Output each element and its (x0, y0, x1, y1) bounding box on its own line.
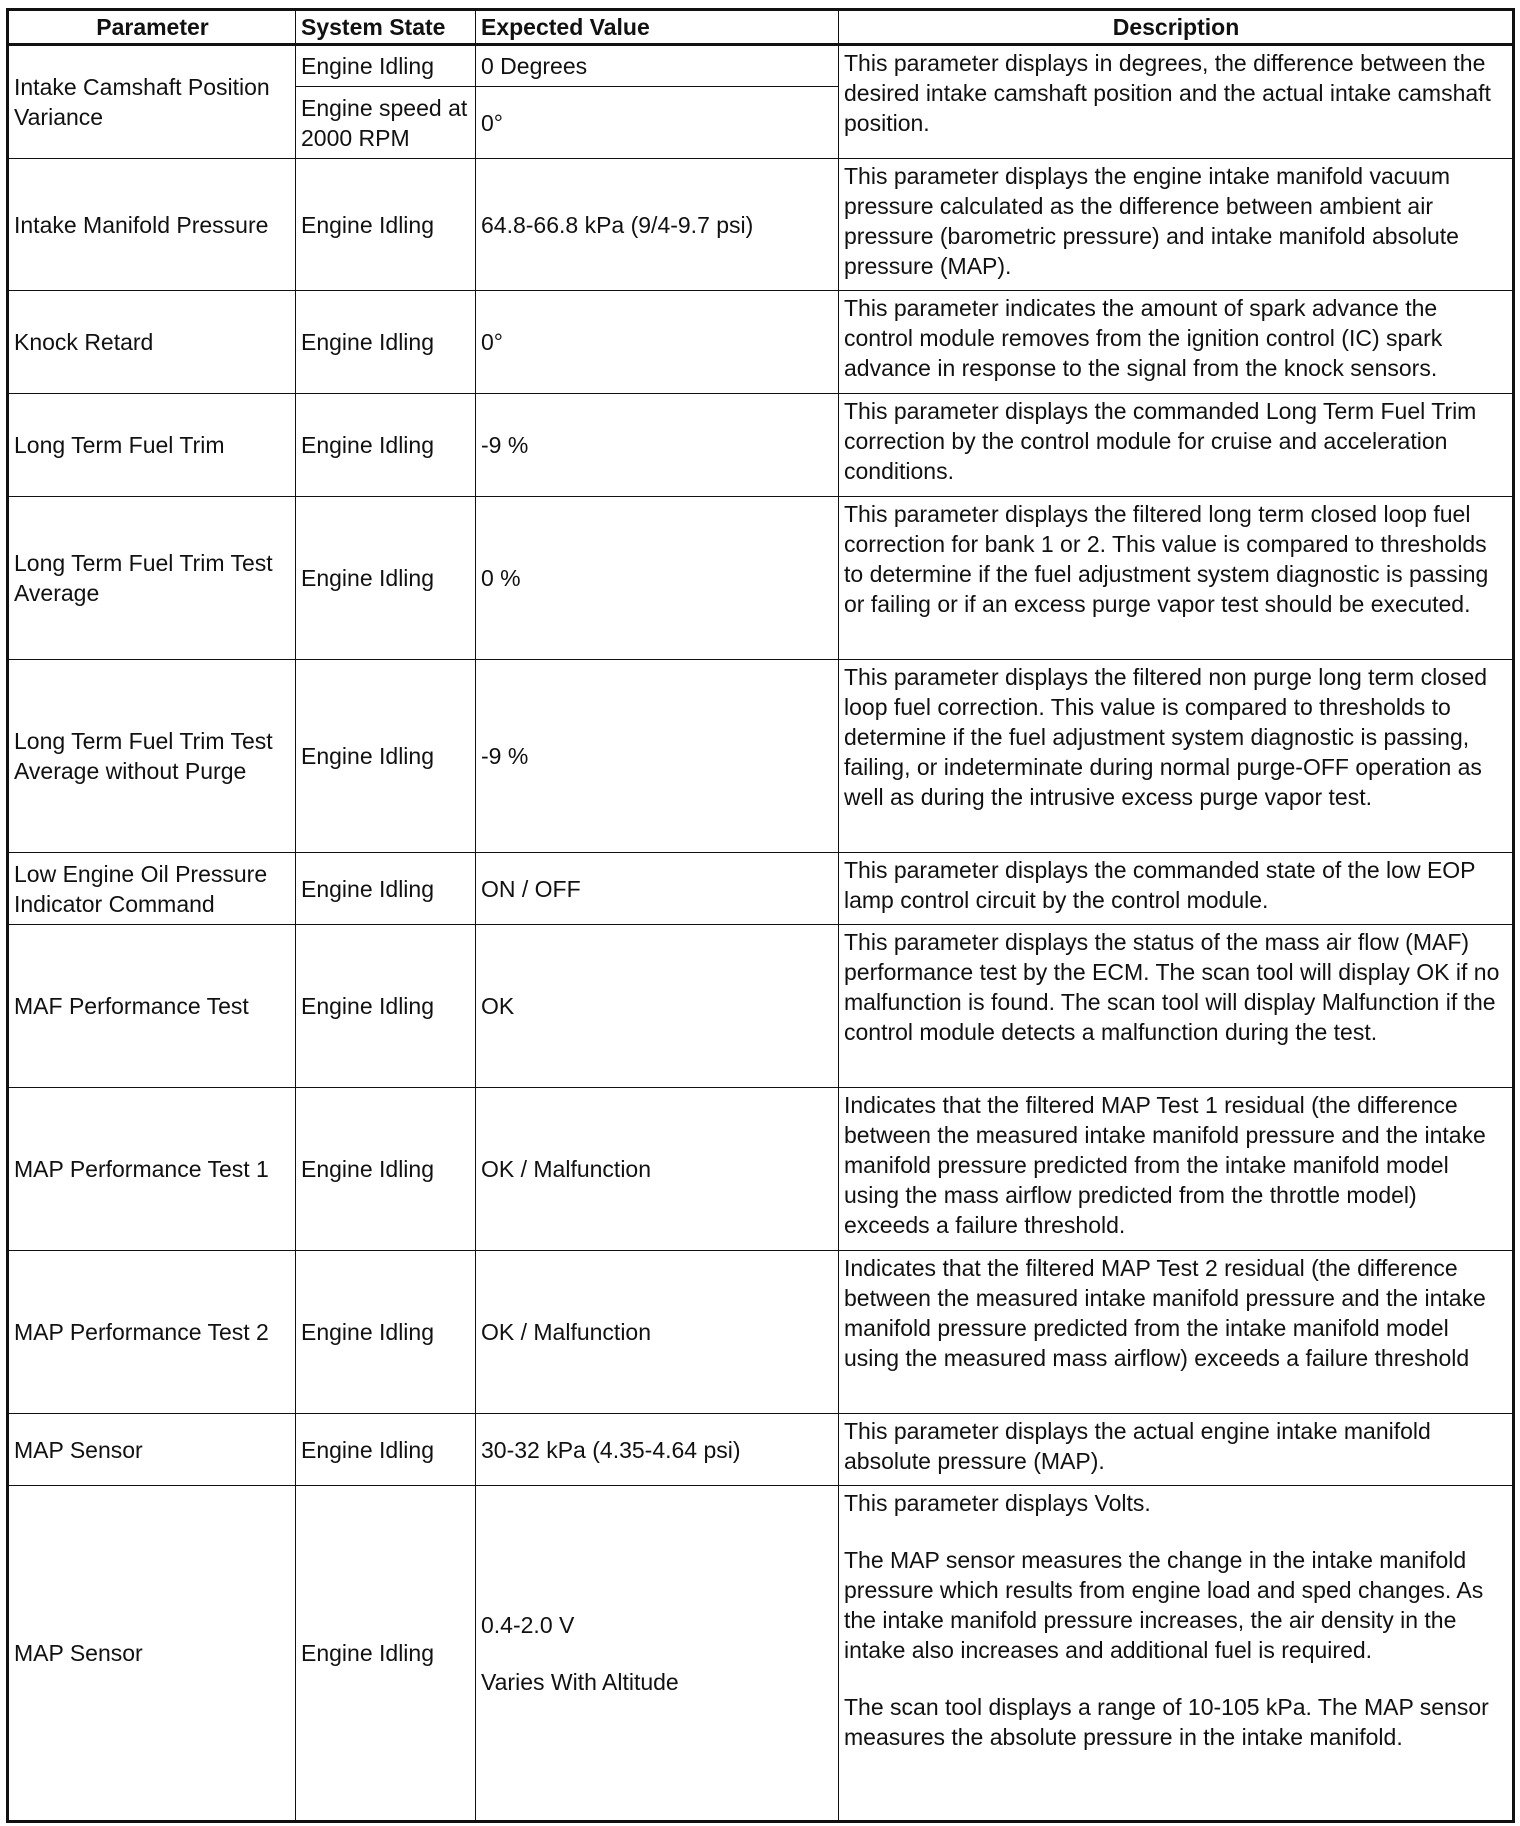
description-text: This parameter indicates the amount of spark advance the control module removes from the ignition control (IC) spark advance in response to the signal from the knock sensors. (844, 295, 1443, 381)
header-system-state: System State (296, 10, 476, 45)
system-state-cell: Engine Idling (296, 159, 476, 291)
system-state-cell: Engine Idling (296, 1251, 476, 1414)
table-row (8, 1486, 1514, 1822)
parameter-cell: MAP Performance Test 1 (8, 1088, 296, 1251)
header-expected-value: Expected Value (476, 10, 839, 45)
parameter-cell: Long Term Fuel Trim Test Average (8, 497, 296, 660)
system-state-cell: Engine Idling (296, 853, 476, 925)
description-text: This parameter displays the engine intake manifold vacuum pressure calculated as the difference between ambient air pressure (barometric pressure) and intake manifold absolute pressure (MAP). (844, 163, 1459, 279)
table-row (8, 1251, 1514, 1414)
parameter-table (6, 8, 1515, 1823)
parameter-cell: Long Term Fuel Trim (8, 394, 296, 497)
system-state-cell: Engine Idling (296, 925, 476, 1088)
expected-value-text: 0.4-2.0 V (481, 1611, 575, 1638)
expected-value-cell: 30-32 kPa (4.35-4.64 psi) (476, 1414, 839, 1486)
expected-value-cell: OK / Malfunction (476, 1088, 839, 1251)
description-cell (839, 660, 1514, 853)
system-state-cell: Engine speed at 2000 RPM (296, 87, 476, 159)
expected-value-cell (476, 1486, 839, 1822)
description-cell (839, 159, 1514, 291)
description-cell (839, 394, 1514, 497)
description-text: This parameter displays Volts. (844, 1490, 1151, 1516)
description-text: The MAP sensor measures the change in the intake manifold pressure which results from engine load and sped changes. As the intake manifold pressure increases, the air density in the intake also increases and additional fuel is required. (844, 1547, 1484, 1663)
expected-value-cell: OK (476, 925, 839, 1088)
table-body (8, 45, 1514, 1822)
expected-value-cell: 0 Degrees (476, 45, 839, 87)
table-row (8, 394, 1514, 497)
parameter-cell: Long Term Fuel Trim Test Average without Purge (8, 660, 296, 853)
expected-value-cell: 0° (476, 291, 839, 394)
expected-value-cell: -9 % (476, 394, 839, 497)
table-row (8, 45, 1514, 87)
description-cell (839, 925, 1514, 1088)
table-header (8, 10, 1514, 45)
page (6, 8, 1512, 1823)
description-cell (839, 45, 1514, 159)
table-row (8, 925, 1514, 1088)
expected-value-note: Varies With Altitude (481, 1668, 679, 1695)
table-row (8, 660, 1514, 853)
description-text: Indicates that the filtered MAP Test 2 residual (the difference between the measured intake manifold pressure and the intake manifold pressure predicted from the intake manifold model using the measured mass airflow) exceeds a failure threshold (844, 1255, 1486, 1371)
system-state-cell: Engine Idling (296, 1486, 476, 1822)
description-text: This parameter displays the commanded Long Term Fuel Trim correction by the control module for cruise and acceleration conditions. (844, 398, 1477, 484)
description-text: Indicates that the filtered MAP Test 1 residual (the difference between the measured intake manifold pressure and the intake manifold pressure predicted from the intake manifold model using the mass airflow predicted from the throttle model) exceeds a failure threshold. (844, 1092, 1486, 1238)
expected-value-cell: 64.8-66.8 kPa (9/4-9.7 psi) (476, 159, 839, 291)
description-cell (839, 497, 1514, 660)
system-state-cell: Engine Idling (296, 394, 476, 497)
parameter-cell: Intake Manifold Pressure (8, 159, 296, 291)
expected-value-cell: 0° (476, 87, 839, 159)
parameter-cell: MAP Sensor (8, 1486, 296, 1822)
system-state-cell: Engine Idling (296, 497, 476, 660)
description-cell (839, 1414, 1514, 1486)
description-text: This parameter displays the actual engine intake manifold absolute pressure (MAP). (844, 1418, 1431, 1474)
parameter-cell: Knock Retard (8, 291, 296, 394)
table-row (8, 291, 1514, 394)
description-cell (839, 853, 1514, 925)
parameter-cell: MAP Sensor (8, 1414, 296, 1486)
system-state-cell: Engine Idling (296, 45, 476, 87)
table-row (8, 1414, 1514, 1486)
table-row (8, 1088, 1514, 1251)
header-parameter: Parameter (8, 10, 296, 45)
table-row (8, 853, 1514, 925)
parameter-cell: MAF Performance Test (8, 925, 296, 1088)
parameter-cell: MAP Performance Test 2 (8, 1251, 296, 1414)
expected-value-cell: 0 % (476, 497, 839, 660)
description-cell (839, 1486, 1514, 1822)
description-text: This parameter displays the status of the mass air flow (MAF) performance test by the ECM. The scan tool will display OK if no malfunction is found. The scan tool will display Malfunction if the control module detects a malfunction during the test. (844, 929, 1500, 1045)
table-row (8, 497, 1514, 660)
system-state-cell: Engine Idling (296, 1088, 476, 1251)
description-cell (839, 1251, 1514, 1414)
parameter-cell: Intake Camshaft Position Variance (8, 45, 296, 159)
table-row (8, 159, 1514, 291)
parameter-cell: Low Engine Oil Pressure Indicator Command (8, 853, 296, 925)
description-text: This parameter displays the commanded state of the low EOP lamp control circuit by the control module. (844, 857, 1476, 913)
system-state-cell: Engine Idling (296, 291, 476, 394)
system-state-cell: Engine Idling (296, 660, 476, 853)
description-text: This parameter displays the filtered non purge long term closed loop fuel correction. This value is compared to thresholds to determine if the fuel adjustment system diagnostic is passing, failing, or indeterminate during normal purge-OFF operation as well as during the intrusive excess purge vapor test. (844, 664, 1488, 810)
header-row (8, 10, 1514, 45)
expected-value-cell: -9 % (476, 660, 839, 853)
expected-value-cell: ON / OFF (476, 853, 839, 925)
description-cell (839, 1088, 1514, 1251)
system-state-cell: Engine Idling (296, 1414, 476, 1486)
header-description: Description (839, 10, 1514, 45)
description-text: The scan tool displays a range of 10-105 kPa. The MAP sensor measures the absolute pressure in the intake manifold. (844, 1694, 1489, 1750)
description-text: This parameter displays in degrees, the difference between the desired intake camshaft position and the actual intake camshaft position. (844, 50, 1491, 136)
description-text: This parameter displays the filtered long term closed loop fuel correction for bank 1 or 2. This value is compared to thresholds to determine if the fuel adjustment system diagnostic is passing or failing or if an excess purge vapor test should be executed. (844, 501, 1489, 617)
expected-value-cell: OK / Malfunction (476, 1251, 839, 1414)
description-cell (839, 291, 1514, 394)
